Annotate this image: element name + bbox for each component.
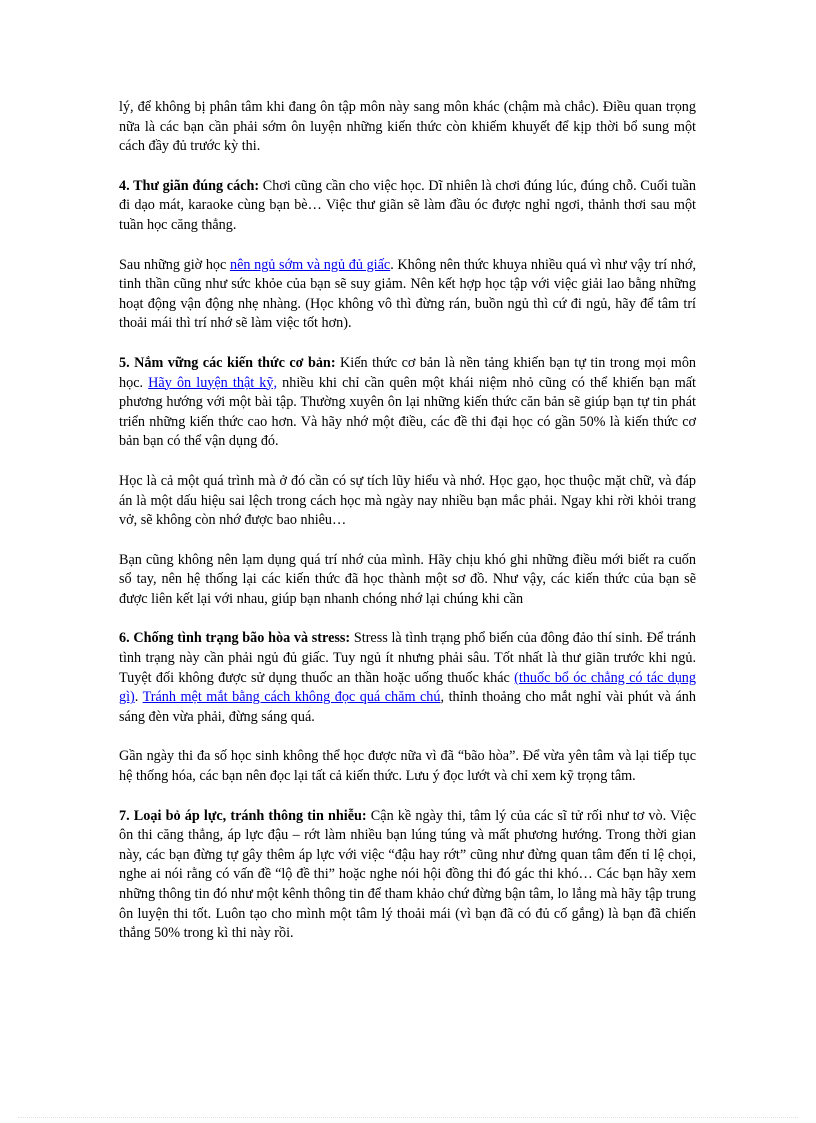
paragraph-study-focus [119,98,696,157]
paragraph-stress [119,629,696,727]
paragraph-text: Stress là tình trạng phổ biến của đông đảo thí sinh. Để tránh tình trạng này cần phải ngủ đủ giấc. Tuy ngủ ít nhưng phải sâu. Tốt nhất là thư giãn trước khi ngủ. Tuyệt đối không được sử dụng thuốc an thần hoặc uống thuốc khác [119,630,696,686]
section-heading-6: 6. Chống tình trạng bão hòa và stress: [119,630,351,647]
paragraph-text: Sau những giờ học [119,256,230,273]
section-heading-4: 4. Thư giãn đúng cách: [119,177,260,194]
section-heading-5: 5. Nắm vững các kiến thức cơ bản: [119,354,336,371]
paragraph-basic-knowledge [119,354,696,452]
paragraph-text: Chơi cũng cần cho việc học. Dĩ nhiên là chơi đúng lúc, đúng chỗ. Cuối tuần đi dạo mát, karaoke cùng bạn bè… Việc thư giãn sẽ làm đầu óc được nghỉ ngơi, thảnh thơi sau một tuần học căng thẳng. [119,177,697,233]
page-bottom-divider [18,1117,798,1118]
paragraph-text: Bạn cũng không nên lạm dụng quá trí nhớ của mình. Hãy chịu khó ghi những điều mới biết ra cuốn sổ tay, nên hệ thống lại các kiến thức đã học thành một sơ đồ. Như vậy, các kiến thức của bạn sẽ được liên kết lại với nhau, giúp bạn nhanh chóng nhớ lại chúng khi cần [119,551,696,607]
link-brain-tonic[interactable]: (thuốc bổ óc chẳng có tác dụng gì) [119,669,696,706]
paragraph-text: , thỉnh thoảng cho mắt nghỉ vài phút và ánh sáng đèn vừa phải, đừng sáng quá. [119,689,696,725]
paragraph-text: Kiến thức cơ bản là nền tảng khiến bạn tự tin trong mọi môn học. [119,354,697,391]
paragraph-text: . Không nên thức khuya nhiều quá vì như vậy trí nhớ, tinh thần cũng như sức khỏe của bạn sẽ suy giảm. Nên kết hợp học tập với việc giải lao bằng những hoạt động vận động nhẹ nhàng. (Học không vô thì đừng rán, buồn ngủ thì cứ đi ngủ, hãy để tâm trí thoải mái thì trí nhớ sẽ làm việc tốt hơn). [119,256,696,332]
paragraph-text: Cận kề ngày thi, tâm lý của các sĩ tử rối như tơ vò. Việc ôn thi căng thẳng, áp lực đậu – rớt làm nhiều bạn lúng túng và mất phương hướng. Trong thời gian này, các bạn đừng tự gây thêm áp lực với việc “đậu hay rớt” cũng như đừng quan tâm đến tỉ lệ chọi, nghe ai nói rằng có vấn đề “lộ đề thi” hoặc nghe nói hội đồng thi đó gác thi khó… Các bạn hãy xem những thông tin đó như một kênh thông tin để tham khảo chứ đừng bận tâm, lo lắng mà hãy tập trung ôn luyện thi tốt. Luôn tạo cho mình một tâm lý thoải mái (vì bạn đã có đủ cố gắng) là bạn đã chiến thắng 50% trong kì thi này rồi. [119,807,696,942]
link-sleep-early[interactable]: nên ngủ sớm và ngủ đủ giấc [229,256,391,273]
paragraph-sleep [119,256,696,334]
section-heading-7: 7. Loại bỏ áp lực, tránh thông tin nhiễu: [119,807,367,824]
paragraph-text: Gần ngày thi đa số học sinh không thể học được nữa vì đã “bão hòa”. Để vừa yên tâm và lại tiếp tục hệ thống hóa, các bạn nên đọc lại tất cả kiến thức. Lưu ý đọc lướt và chỉ xem kỹ trọng tâm. [119,748,696,785]
paragraph-saturation [119,747,696,786]
link-review-thoroughly[interactable]: Hãy ôn luyện thật kỹ, [148,374,278,391]
paragraph-relax-properly [119,177,696,236]
paragraph-notebook [119,551,696,610]
paragraph-learning-process [119,472,696,531]
paragraph-text: . [134,689,143,706]
paragraph-text: Học là cả một quá trình mà ở đó cần có sự tích lũy hiểu và nhớ. Học gạo, học thuộc mặt chữ, và đáp án là một dấu hiệu sai lệch trong cách học mà ngày nay nhiều bạn mắc phải. Ngay khi rời khỏi trang vở, sẽ không còn nhớ được bao nhiêu… [119,472,696,529]
paragraph-text: nhiều khi chỉ cần quên một khái niệm nhỏ cũng có thể khiến bạn mất phương hướng với một bài tập. Thường xuyên ôn lại những kiến thức căn bản sẽ giúp bạn tự tin phát triển những kiến thức cao hơn. Và hãy nhớ một điều, các đề thi đại học có gần 50% là kiến thức cơ bản bạn có thể vận dụng đó. [119,374,696,450]
link-avoid-eye-strain[interactable]: Tránh mệt mắt bằng cách không đọc quá chăm chú [142,689,441,706]
paragraph-pressure [119,807,696,944]
paragraph-text: lý, để không bị phân tâm khi đang ôn tập môn này sang môn khác (chậm mà chắc). Điều quan trọng nữa là các bạn cần phải sớm ôn luyện những kiến thức còn khiếm khuyết để kịp thời bổ sung một cách đầy đủ trước kỳ thi. [119,99,696,155]
